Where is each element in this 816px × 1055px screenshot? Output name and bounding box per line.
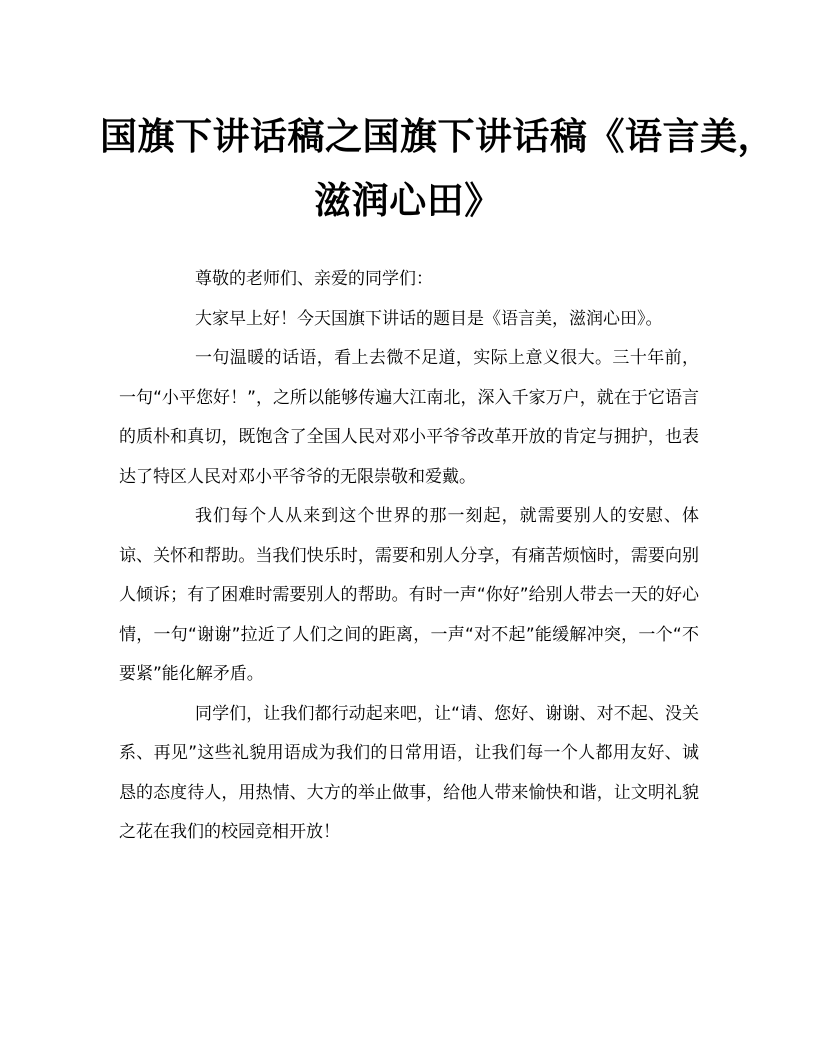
greeting-paragraph: 大家早上好！今天国旗下讲话的题目是《语言美，滋润心田》。 [195,308,663,329]
body-paragraph-2: 我们每个人从来到这个世界的那一刻起，就需要别人的安慰、体谅、关怀和帮助。当我们快乐时，需要和别人分享，有痛苦烦恼时，需要向别人倾诉；有了困难时需要别人的帮助。有时一声“你好”给别人带去一天的好心情，一句“谢谢”拉近了人们之间的距离，一声“对不起”能缓解冲突，一个“不要紧”能化解矛盾。 [119,506,699,684]
body-paragraph-1: 一句温暖的话语，看上去微不足道，实际上意义很大。三十年前，一句“小平您好！”，之所以能够传遍大江南北，深入千家万户，就在于它语言的质朴和真切，既饱含了全国人民对邓小平爷爷改革开放的肯定与拥护，也表达了特区人民对邓小平爷爷的无限崇敬和爱戴。 [119,348,699,487]
title-line-2: 滋润心田》 [314,178,502,222]
salutation-paragraph: 尊敬的老师们、亲爱的同学们： [195,269,433,289]
document-body [119,260,699,853]
body-paragraph-3: 同学们，让我们都行动起来吧，让“请、您好、谢谢、对不起、没关系、再见”这些礼貌用语成为我们的日常用语，让我们每一个人都用友好、诚恳的态度待人，用热情、大方的举止做事，给他人带来愉快和谐，让文明礼貌之花在我们的校园竞相开放！ [119,703,699,842]
document-title [100,104,775,232]
title-line-1: 国旗下讲话稿之国旗下讲话稿《语言美， [100,114,775,158]
